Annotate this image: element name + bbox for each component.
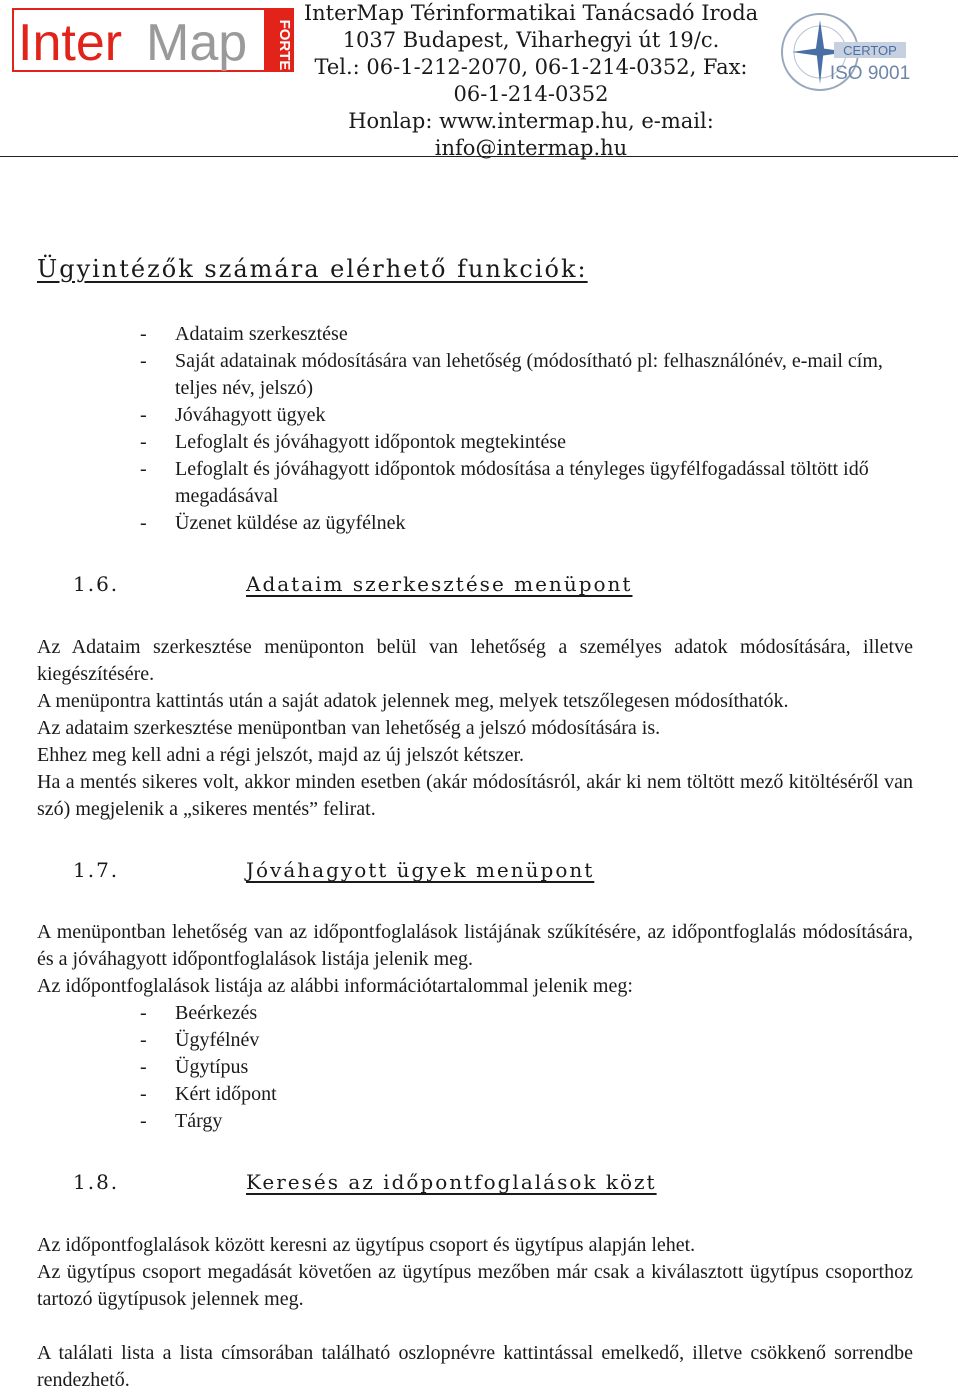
paragraph: A találati lista a lista címsorában található oszlopnévre kattintással emelkedő, illetve csökkenő sorrendbe rendezhető.	[37, 1342, 913, 1391]
section-number: 1.6.	[73, 572, 120, 596]
list-item: - Adataim szerkesztése	[140, 323, 348, 345]
section-title: Adataim szerkesztése menüpont	[246, 572, 633, 596]
logo-text-map: Map	[146, 14, 248, 72]
list-item: - Beérkezés	[140, 1002, 258, 1024]
company-email: info@intermap.hu	[434, 136, 628, 160]
iso-certification-seal	[778, 6, 910, 98]
section-body-1-7	[37, 919, 913, 1000]
listing-fields-list	[0, 1000, 910, 1135]
section-title: Jóváhagyott ügyek menüpont	[246, 858, 595, 882]
paragraph: Ehhez meg kell adni a régi jelszót, majd az új jelszót kétszer.	[37, 744, 525, 766]
logo-text-inter: Inter	[18, 14, 123, 72]
section-title: Keresés az időpontfoglalások közt	[246, 1170, 657, 1194]
cert-standard: ISO 9001	[829, 63, 910, 84]
section-body-1-8	[37, 1232, 913, 1394]
page-header	[0, 0, 960, 158]
list-item: - Kért időpont	[140, 1083, 277, 1105]
paragraph: A menüpontra kattintás után a saját adatok jelennek meg, melyek tetszőlegesen módosíthatók.	[37, 690, 789, 712]
list-item: - Jóváhagyott ügyek	[140, 404, 326, 426]
company-contact-block	[300, 0, 762, 162]
list-item: - Lefoglalt és jóváhagyott időpontok módosítása a tényleges ügyfélfogadással töltött idő megadásával	[140, 458, 869, 507]
list-item: - Tárgy	[140, 1110, 223, 1132]
paragraph: A menüpontban lehetőség van az időpontfoglalások listájának szűkítésére, az időpontfoglalás módosítására, és a jóváhagyott időpontfoglalások listája jelenik meg.	[37, 921, 913, 970]
header-divider	[0, 156, 958, 157]
page-title: Ügyintézők számára elérhető funkciók:	[37, 255, 588, 283]
cert-brand: CERTOP	[843, 43, 897, 58]
list-item: - Üzenet küldése az ügyfélnek	[140, 512, 406, 534]
section-number: 1.8.	[73, 1170, 120, 1194]
company-address: 1037 Budapest, Viharhegyi út 19/c.	[342, 28, 720, 52]
company-name: InterMap Térinformatikai Tanácsadó Iroda	[303, 1, 759, 25]
function-list	[0, 321, 910, 537]
company-phone-fax: Tel.: 06-1-212-2070, 06-1-214-0352, Fax:	[314, 55, 748, 79]
company-fax-number: 06-1-214-0352	[453, 82, 609, 106]
company-website-email: Honlap: www.intermap.hu, e-mail:	[348, 109, 714, 133]
paragraph: Az adataim szerkesztése menüpontban van lehetőség a jelszó módosítására is.	[37, 717, 661, 739]
paragraph: Az időpontfoglalások listája az alábbi információtartalommal jelenik meg:	[37, 975, 633, 997]
paragraph: Ha a mentés sikeres volt, akkor minden esetben (akár módosításról, akár ki nem töltött mező kitöltéséről van szó) megjelenik a „sikeres mentés” felirat.	[37, 771, 913, 820]
paragraph: Az Adataim szerkesztése menüponton belül van lehetőség a személyes adatok módosítására, illetve kiegészítésére.	[37, 636, 913, 685]
list-item: - Lefoglalt és jóváhagyott időpontok megtekintése	[140, 431, 567, 453]
section-body-1-6	[37, 634, 913, 823]
paragraph: Az időpontfoglalások között keresni az ügytípus csoport és ügytípus alapján lehet.	[37, 1234, 696, 1256]
list-item: - Ügyfélnév	[140, 1029, 260, 1051]
paragraph: Az ügytípus csoport megadását követően az ügytípus mezőben már csak a kiválasztott ügytípus csoporthoz tartozó ügytípusok jelennek meg.	[37, 1261, 913, 1310]
section-number: 1.7.	[73, 858, 120, 882]
logo-badge-forte: FORTE	[276, 19, 293, 71]
intermap-forte-logo	[12, 8, 294, 72]
list-item: - Saját adatainak módosítására van lehetőség (módosítható pl: felhasználónév, e-mail cím, teljes név, jelszó)	[140, 350, 883, 399]
list-item: - Ügytípus	[140, 1056, 249, 1078]
